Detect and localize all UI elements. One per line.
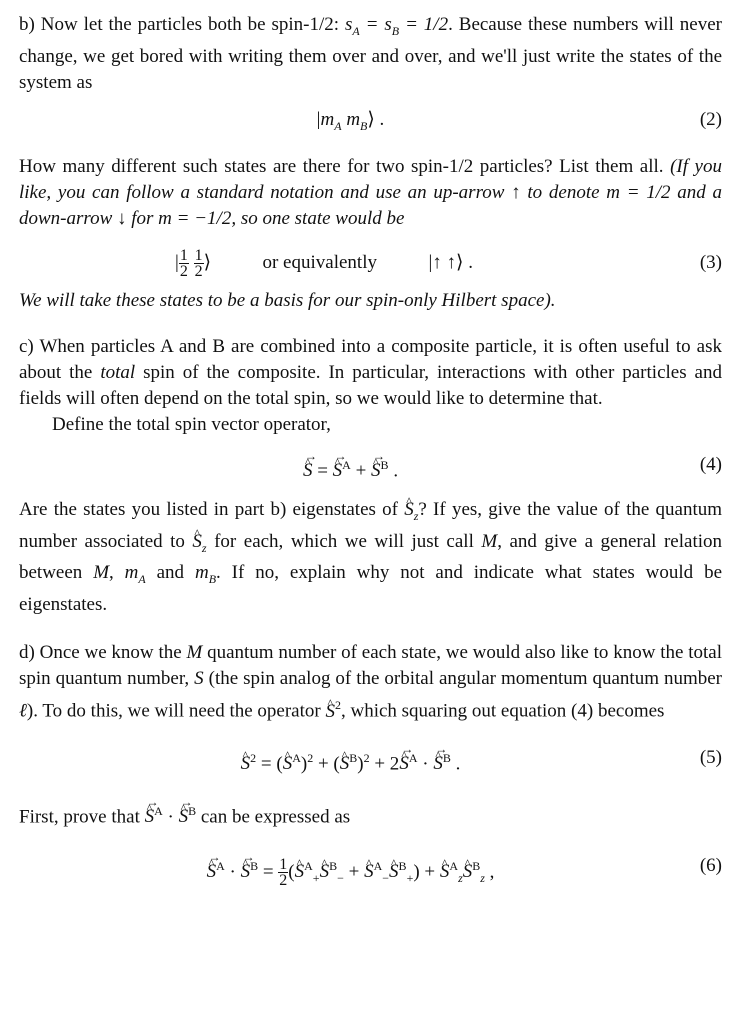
part-b-italic-note: (If you like, you can follow a standard notation and use an up-arrow ↑ to denote m = 1/2 and a down-arrow ↓ for m = −1/2, so one state would be	[19, 155, 722, 229]
part-b-question	[19, 154, 722, 232]
equation-3-number: (3)	[699, 251, 722, 273]
part-b-intro	[19, 12, 722, 96]
part-c-text-3d: , and give a general relation between	[19, 530, 722, 584]
part-b-intro-text-2: . Because these numbers will never change, we get bored with writing them over and over, and we'll just write the states of the system as	[19, 14, 722, 93]
part-b-intro-text-1: b) Now let the particles both be spin-1/2:	[19, 14, 345, 35]
part-d-text-2a: First, prove that	[19, 805, 145, 827]
document-page	[19, 12, 723, 890]
equation-5	[19, 745, 722, 774]
part-d-paragraph-1: d) Once we know the M quantum number of each state, we would also like to know the total spin quantum number, S (the spin analog of the orbital angular momentum quantum number ℓ). To do this, we will need the operator ^ $S^2$, which squaring out equation (4) becomes	[19, 640, 722, 724]
part-d-text-1d: ). To do this, we will need the operator	[26, 700, 326, 722]
part-b-intro-math: $s_A = s_B = 1/2$	[344, 14, 449, 38]
part-d-text-2b: can be expressed as	[196, 805, 351, 827]
part-c-text-3e: and	[145, 562, 195, 584]
part-c-text-1a: c) When particles A and B are combined into a composite particle, it is often useful to ask about the	[19, 335, 722, 383]
equation-5-body: ^ $S^2$ = (^ $S^A)^2$ + (^ $S^B)^2$ + 2^ S →$^A$ · ^ S →$^B$ .	[19, 745, 682, 777]
equation-4-body: ^ S → = ^ S →$^A$ + ^ S →$^B$ .	[19, 452, 682, 484]
equation-4-number: (4)	[699, 453, 722, 475]
part-c-total-word: total	[100, 361, 136, 383]
part-d-text-1b: quantum number of each state, we would also like to know the total spin quantum number,	[19, 642, 722, 690]
equation-3-body: | $\frac{1}{2}$ $\frac{1}{2}$ ⟩ or equivalently |↑ ↑⟩ .	[175, 246, 473, 280]
part-c-paragraph-3: Are the states you listed in part b) eigenstates of ^ $S_z$? If yes, give the value of the quantum number associated to ^ $S_z$ for each, which we will just call M, and give a general relation between M, $m_A$ and $m_B$. If no, explain why not and indicate what states would be eigenstates.	[19, 497, 722, 618]
equation-2-number: (2)	[699, 108, 722, 130]
part-c-paragraph-2: Define the total spin vector operator,	[52, 413, 331, 435]
equation-3	[19, 246, 722, 280]
part-c-text-3f: . If no, explain why not and indicate what states would be eigenstates.	[19, 562, 722, 616]
part-d-text-1c: (the spin analog of the orbital angular momentum quantum number	[203, 668, 722, 690]
equation-6-number: (6)	[699, 854, 722, 876]
part-c-text-3a: Are the states you listed in part b) eigenstates of	[19, 498, 405, 520]
part-c-text-1b: spin of the composite. In particular, interactions with other particles and fields will often depend on the total spin, so we would like to determine that.	[19, 361, 722, 409]
part-b-question-text: How many different such states are there for two spin-1/2 particles? List them all.	[19, 155, 671, 177]
equation-2	[19, 107, 722, 133]
equation-6-body: ^ S →$^A$ · ^ S →$^B$ = $\frac{1}{2}$ (^ $S^A_+\^{}$ $S^B_-$ + ^ $S^A_-\^{}$ $S^B_+$) + ^ $S^A_z\^{}$ $S^B_z$ ,	[19, 848, 682, 896]
equation-6	[19, 848, 722, 890]
equation-4	[19, 452, 722, 482]
part-b-italic-tail: We will take these states to be a basis for our spin-only Hilbert space).	[19, 289, 556, 311]
equation-5-number: (5)	[699, 746, 722, 768]
part-c-text-3c: for each, which we will just call	[206, 530, 482, 552]
part-d-text-1a: d) Once we know the	[19, 642, 187, 664]
part-c-text-3b: ? If yes, give the value of the quantum number associated to	[19, 498, 723, 552]
equation-3-or-text: or equivalently	[262, 251, 377, 273]
part-d-paragraph-2: First, prove that ^ S →$^A$ · ^ S →$^B$ can be expressed as	[19, 798, 722, 830]
part-c-paragraph-1	[19, 334, 722, 412]
equation-2-body: $|m_A$ $m_B⟩$ .	[316, 108, 385, 133]
part-d-text-1e: , which squaring out equation (4) becomes	[340, 700, 665, 722]
